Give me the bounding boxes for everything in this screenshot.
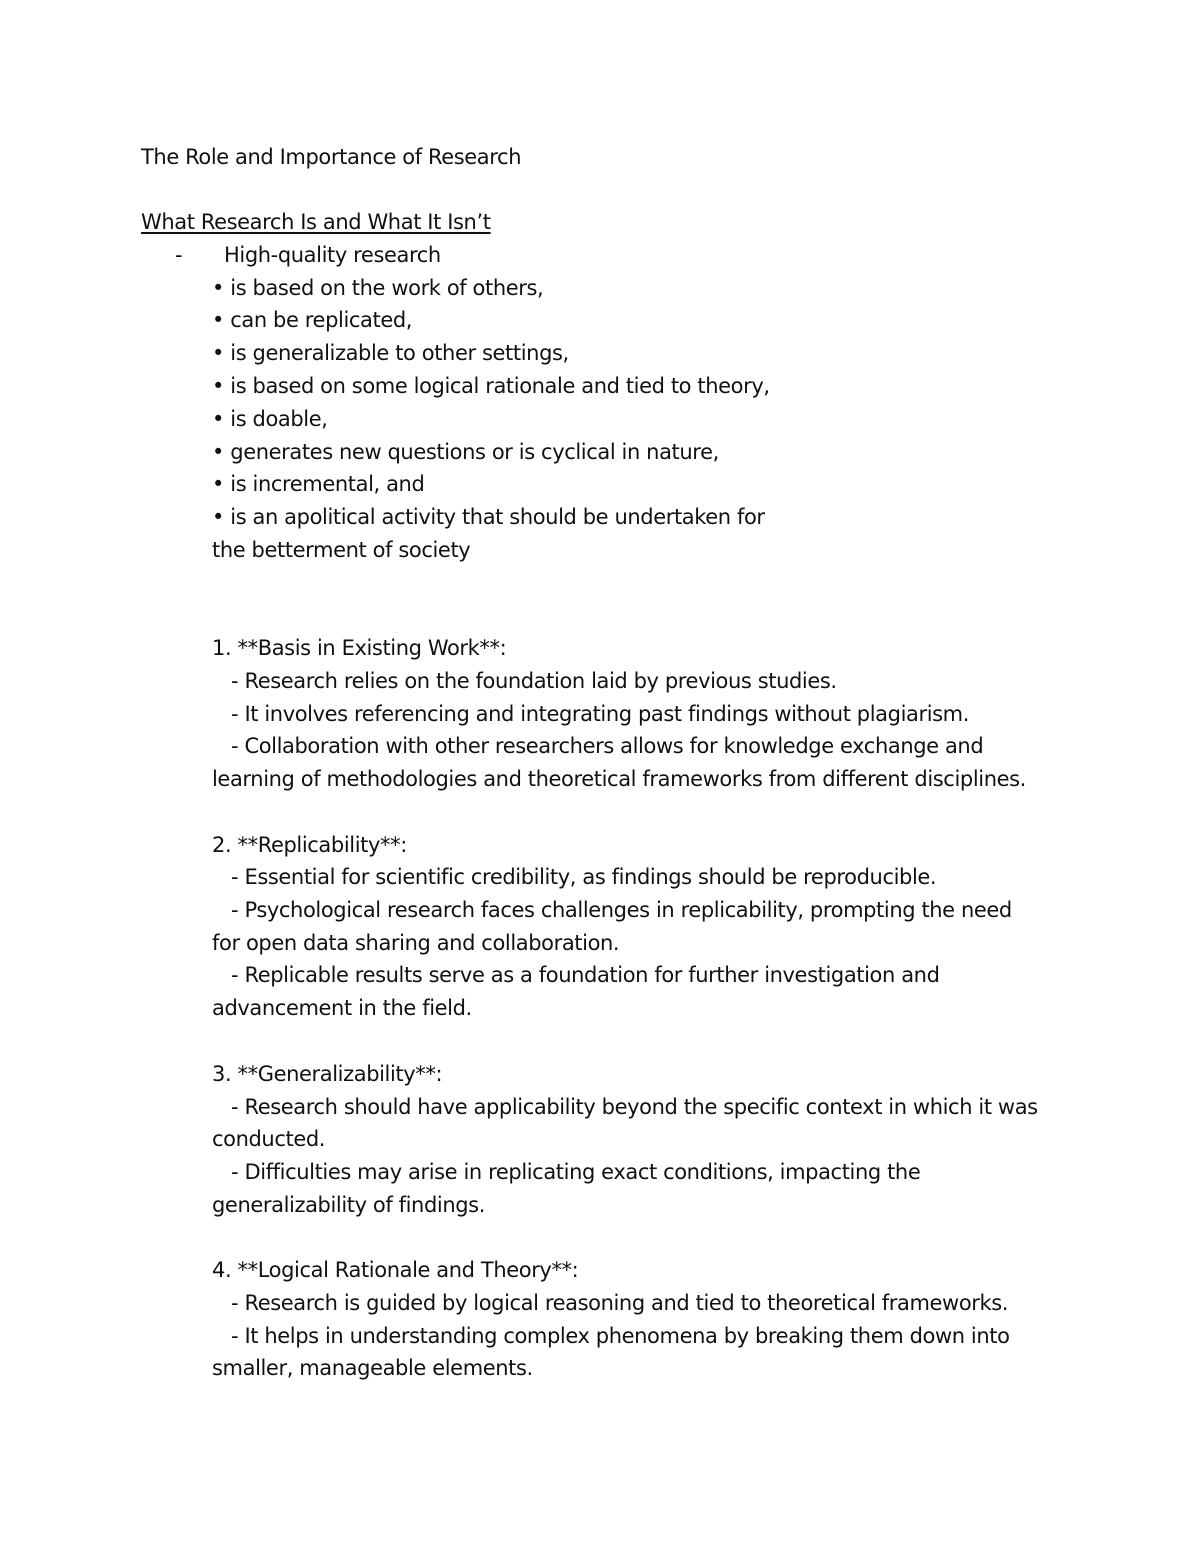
point-line: - Research relies on the foundation laid by previous studies. — [231, 669, 837, 693]
list-dash: - — [175, 243, 183, 267]
point-line: generalizability of findings. — [212, 1193, 485, 1217]
point-line: for open data sharing and collaboration. — [212, 931, 620, 955]
point-heading: 1. **Basis in Existing Work**: — [212, 636, 507, 660]
point-line: - Research should have applicability beyond the specific context in which it was — [231, 1095, 1038, 1119]
point-line: - It helps in understanding complex phenomena by breaking them down into — [231, 1324, 1010, 1348]
bullet-item: • is generalizable to other settings, — [212, 341, 569, 365]
point-line: - Replicable results serve as a foundation for further investigation and — [231, 963, 940, 987]
point-line: - Essential for scientific credibility, as findings should be reproducible. — [231, 865, 937, 889]
bullet-continuation: the betterment of society — [212, 538, 471, 562]
bullet-item: • is an apolitical activity that should be undertaken for — [212, 505, 765, 529]
point-line: advancement in the field. — [212, 996, 472, 1020]
document-title: The Role and Importance of Research — [141, 145, 522, 169]
bullet-item: • generates new questions or is cyclical in nature, — [212, 440, 719, 464]
point-line: smaller, manageable elements. — [212, 1356, 533, 1380]
bullet-item: • is doable, — [212, 407, 328, 431]
bullet-item: • is based on some logical rationale and tied to theory, — [212, 374, 770, 398]
point-heading: 3. **Generalizability**: — [212, 1062, 443, 1086]
point-line: learning of methodologies and theoretical frameworks from different disciplines. — [212, 767, 1026, 791]
bullet-item: • is based on the work of others, — [212, 276, 544, 300]
point-line: conducted. — [212, 1127, 326, 1151]
point-line: - Collaboration with other researchers allows for knowledge exchange and — [231, 734, 984, 758]
point-heading: 2. **Replicability**: — [212, 833, 407, 857]
high-quality-label: High-quality research — [224, 243, 441, 267]
point-heading: 4. **Logical Rationale and Theory**: — [212, 1258, 579, 1282]
point-line: - It involves referencing and integrating past findings without plagiarism. — [231, 702, 970, 726]
bullet-item: • is incremental, and — [212, 472, 425, 496]
point-line: - Difficulties may arise in replicating exact conditions, impacting the — [231, 1160, 921, 1184]
point-line: - Research is guided by logical reasoning and tied to theoretical frameworks. — [231, 1291, 1009, 1315]
section-heading: What Research Is and What It Isn’t — [141, 210, 491, 234]
bullet-item: • can be replicated, — [212, 308, 413, 332]
point-line: - Psychological research faces challenges in replicability, prompting the need — [231, 898, 1012, 922]
